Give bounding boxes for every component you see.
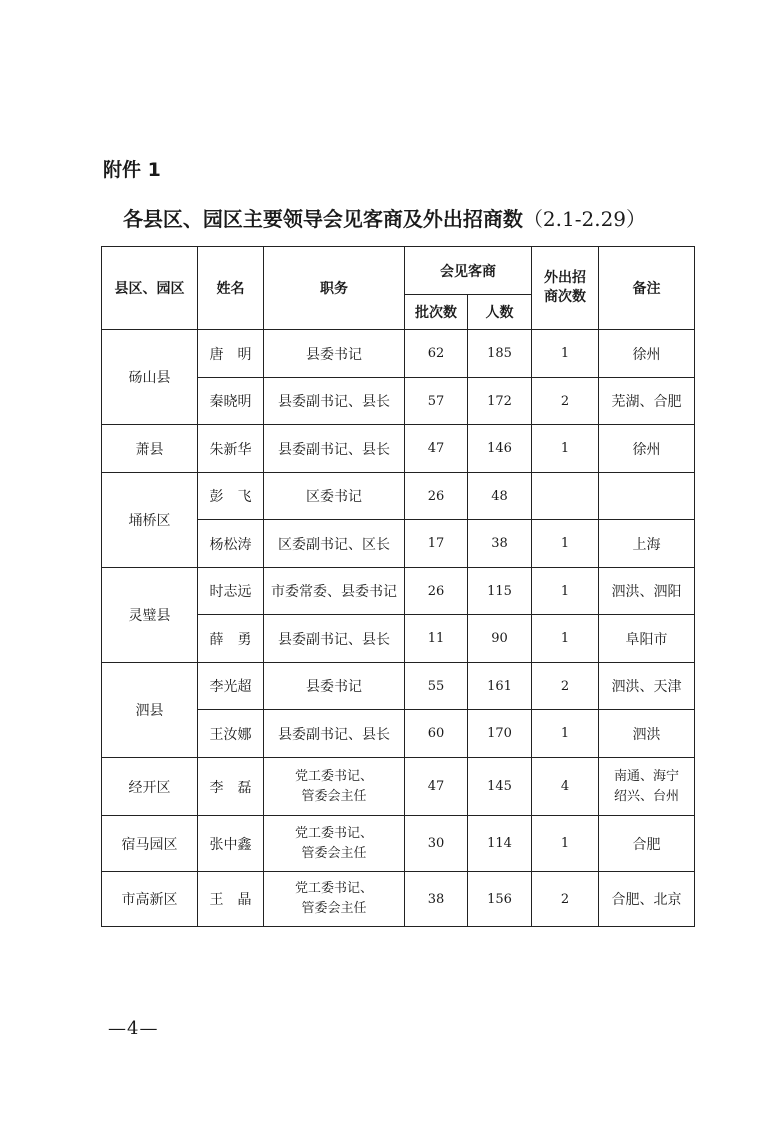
trips-cell: 1	[532, 816, 599, 872]
people-cell: 156	[468, 872, 532, 927]
title-date-range: （2.1-2.29）	[522, 207, 647, 231]
header-name: 姓名	[198, 247, 264, 330]
header-meet-group: 会见客商	[405, 247, 532, 295]
trips-cell: 2	[532, 663, 599, 710]
remarks-cell	[599, 473, 695, 520]
table-row	[102, 425, 695, 473]
county-cell: 灵璧县	[102, 568, 198, 663]
position-line-1: 党工委书记、	[294, 825, 373, 841]
remarks-cell: 阜阳市	[599, 615, 695, 663]
page-title	[0, 203, 769, 232]
remarks-cell: 上海	[599, 520, 695, 568]
trips-cell: 1	[532, 425, 599, 473]
page-number: —4—	[108, 1018, 159, 1039]
position-cell	[264, 758, 405, 816]
table-row	[102, 872, 695, 927]
position-cell	[264, 816, 405, 872]
remarks-cell	[599, 758, 695, 816]
people-cell: 146	[468, 425, 532, 473]
remarks-cell: 合肥、北京	[599, 872, 695, 927]
name-cell: 彭 飞	[198, 473, 264, 520]
batches-cell: 30	[405, 816, 468, 872]
remarks-cell: 泗洪	[599, 710, 695, 758]
table-row	[102, 816, 695, 872]
header-row	[102, 247, 695, 295]
name-cell: 王 晶	[198, 872, 264, 927]
batches-cell: 57	[405, 378, 468, 425]
name-cell: 薛 勇	[198, 615, 264, 663]
people-cell: 38	[468, 520, 532, 568]
people-cell: 161	[468, 663, 532, 710]
remarks-cell: 泗洪、天津	[599, 663, 695, 710]
title-text: 各县区、园区主要领导会见客商及外出招商数	[122, 207, 523, 231]
remarks-cell: 徐州	[599, 425, 695, 473]
header-remarks: 备注	[599, 247, 695, 330]
name-cell: 李光超	[198, 663, 264, 710]
county-cell: 市高新区	[102, 872, 198, 927]
position-cell: 县委副书记、县长	[264, 378, 405, 425]
header-people: 人数	[468, 295, 532, 330]
county-cell: 泗县	[102, 663, 198, 758]
batches-cell: 47	[405, 758, 468, 816]
remarks-cell: 合肥	[599, 816, 695, 872]
batches-cell: 38	[405, 872, 468, 927]
position-cell: 市委常委、县委书记	[264, 568, 405, 615]
remarks-cell: 泗洪、泗阳	[599, 568, 695, 615]
name-cell: 杨松涛	[198, 520, 264, 568]
header-trips: 外出招商次数	[532, 247, 599, 330]
position-cell: 区委副书记、区长	[264, 520, 405, 568]
position-line-1: 党工委书记、	[294, 768, 373, 784]
remarks-cell: 芜湖、合肥	[599, 378, 695, 425]
position-cell	[264, 872, 405, 927]
position-line-2: 管委会主任	[301, 845, 367, 861]
remarks-line-1: 南通、海宁	[613, 768, 679, 784]
county-cell: 埇桥区	[102, 473, 198, 568]
trips-cell: 2	[532, 378, 599, 425]
county-cell: 经开区	[102, 758, 198, 816]
name-cell: 张中鑫	[198, 816, 264, 872]
trips-cell: 1	[532, 615, 599, 663]
batches-cell: 55	[405, 663, 468, 710]
table-row	[102, 330, 695, 378]
people-cell: 48	[468, 473, 532, 520]
attachment-label: 附件 1	[103, 159, 161, 181]
remarks-line-2: 绍兴、台州	[613, 788, 679, 804]
leaders-meeting-table	[101, 246, 695, 927]
position-line-2: 管委会主任	[301, 901, 367, 916]
batches-cell: 47	[405, 425, 468, 473]
people-cell: 170	[468, 710, 532, 758]
name-cell: 朱新华	[198, 425, 264, 473]
county-cell: 砀山县	[102, 330, 198, 425]
batches-cell: 17	[405, 520, 468, 568]
trips-cell: 4	[532, 758, 599, 816]
people-cell: 185	[468, 330, 532, 378]
batches-cell: 26	[405, 568, 468, 615]
table-row	[102, 758, 695, 816]
trips-cell: 1	[532, 520, 599, 568]
people-cell: 115	[468, 568, 532, 615]
table-row	[102, 663, 695, 710]
trips-cell: 1	[532, 710, 599, 758]
county-cell: 宿马园区	[102, 816, 198, 872]
name-cell: 时志远	[198, 568, 264, 615]
trips-cell: 1	[532, 568, 599, 615]
trips-cell: 2	[532, 872, 599, 927]
batches-cell: 11	[405, 615, 468, 663]
position-cell: 县委书记	[264, 663, 405, 710]
name-cell: 李 磊	[198, 758, 264, 816]
people-cell: 145	[468, 758, 532, 816]
position-cell: 县委书记	[264, 330, 405, 378]
trips-cell	[532, 473, 599, 520]
position-cell: 区委书记	[264, 473, 405, 520]
county-cell: 萧县	[102, 425, 198, 473]
batches-cell: 60	[405, 710, 468, 758]
position-line-2: 管委会主任	[301, 788, 367, 804]
header-position: 职务	[264, 247, 405, 330]
name-cell: 王汝娜	[198, 710, 264, 758]
name-cell: 唐 明	[198, 330, 264, 378]
header-county: 县区、园区	[102, 247, 198, 330]
position-cell: 县委副书记、县长	[264, 425, 405, 473]
people-cell: 90	[468, 615, 532, 663]
name-cell: 秦晓明	[198, 378, 264, 425]
trips-cell: 1	[532, 330, 599, 378]
people-cell: 114	[468, 816, 532, 872]
batches-cell: 26	[405, 473, 468, 520]
people-cell: 172	[468, 378, 532, 425]
position-cell: 县委副书记、县长	[264, 710, 405, 758]
batches-cell: 62	[405, 330, 468, 378]
remarks-cell: 徐州	[599, 330, 695, 378]
table-row	[102, 568, 695, 615]
position-line-1: 党工委书记、	[294, 881, 373, 896]
header-batches: 批次数	[405, 295, 468, 330]
table-row	[102, 473, 695, 520]
position-cell: 县委副书记、县长	[264, 615, 405, 663]
